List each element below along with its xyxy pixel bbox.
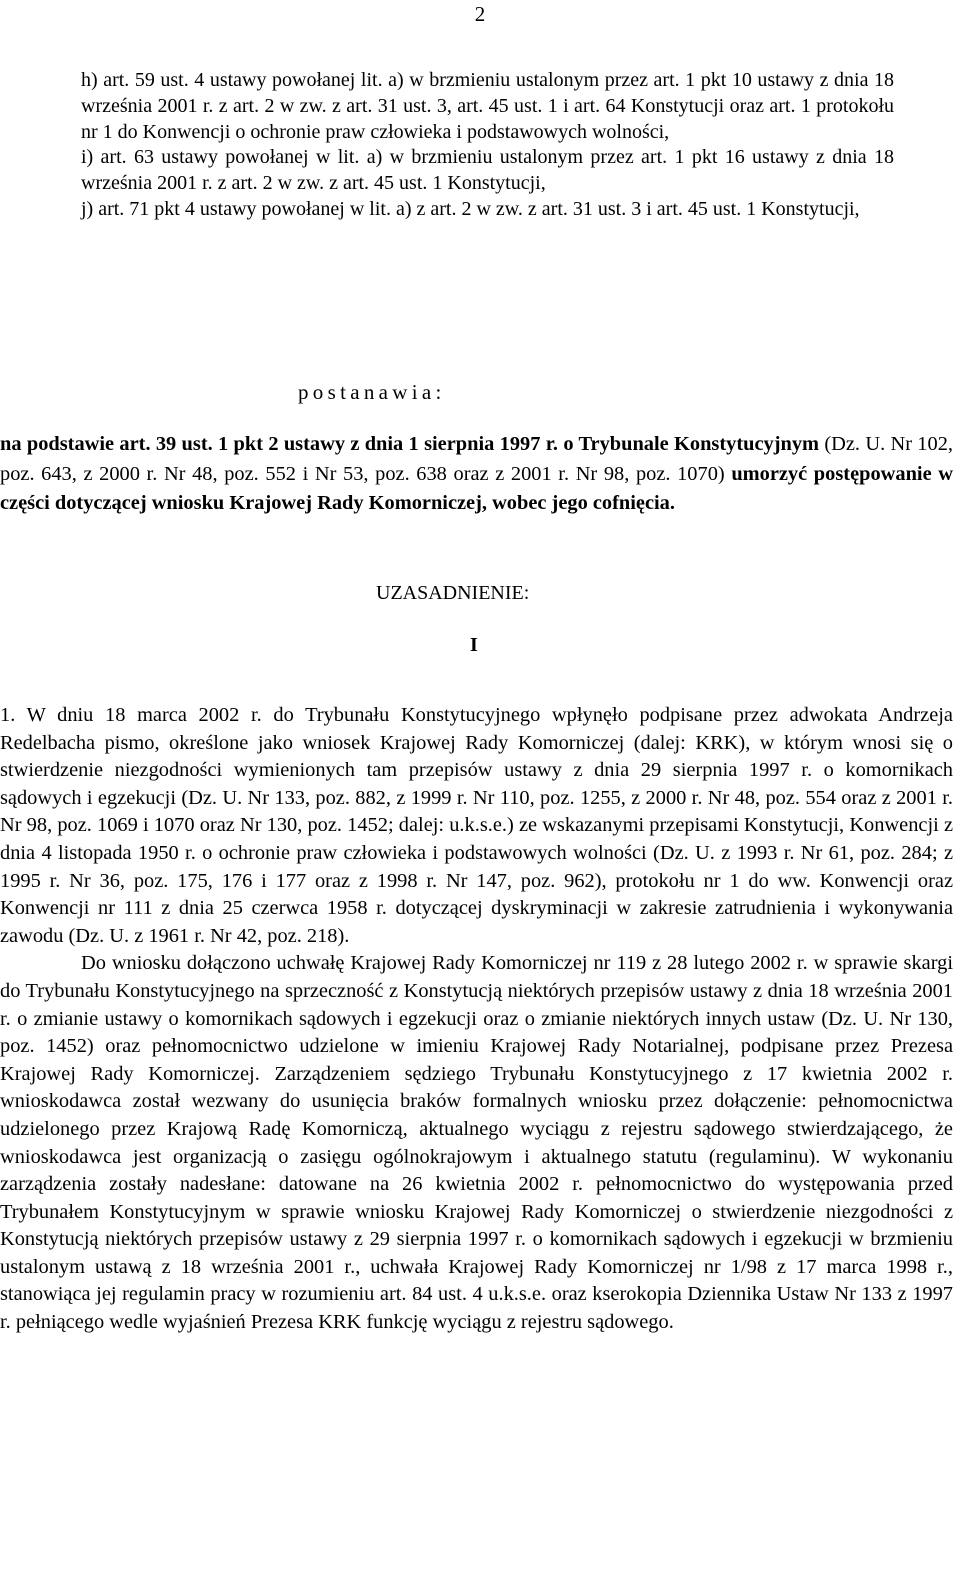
- list-item: i) art. 63 ustawy powołanej w lit. a) w brzmieniu ustalonym przez art. 1 pkt 16 ustawy z dnia 18 września 2001 r. z art. 2 w zw. z art. 45 ust. 1 Konstytucji,: [81, 146, 894, 195]
- list-item: j) art. 71 pkt 4 ustawy powołanej w lit. a) z art. 2 w zw. z art. 31 ust. 3 i art. 45 ust. 1 Konstytucji,: [81, 197, 860, 220]
- decision-paragraph: [0, 430, 953, 519]
- decision-bold-end: umorzyć postępowanie w części dotyczącej wniosku Krajowej Rady Komorniczej, wobec jego cofnięcia.: [0, 462, 953, 515]
- section-heading: UZASADNIENIE:: [376, 582, 530, 604]
- decision-text: [0, 430, 953, 519]
- decision-label: postanawia:: [298, 380, 446, 404]
- list-item: h) art. 59 ust. 4 ustawy powołanej lit. a) w brzmieniu ustalonym przez art. 1 pkt 10 ustawy z dnia 18 września 2001 r. z art. 2 w zw. z art. 31 ust. 3, art. 45 ust. 1 i art. 64 Konstytucji oraz art. 1 protokołu nr 1 do Konwencji o ochronie praw człowieka i podstawowych wolności,: [81, 69, 894, 143]
- justification-body: [0, 702, 953, 1337]
- points-list: [81, 68, 894, 223]
- section-number: I: [470, 634, 478, 656]
- page-number: 2: [474, 2, 486, 26]
- decision-bold-start: na podstawie art. 39 ust. 1 pkt 2 ustawy z dnia 1 sierpnia 1997 r. o Trybunale Konstytucyjnym: [0, 433, 820, 455]
- decision-plain-middle: (Dz. U. Nr 102, poz. 643, z 2000 r. Nr 48, poz. 552 i Nr 53, poz. 638 oraz z 2001 r. Nr 98, poz. 1070): [0, 433, 953, 485]
- body-paragraph: 1. W dniu 18 marca 2002 r. do Trybunału Konstytucyjnego wpłynęło podpisane przez adwokata Andrzeja Redelbacha pismo, określone jako wniosek Krajowej Rady Komorniczej (dalej: KRK), w którym wnosi się o stwierdzenie niezgodności wymienionych tam przepisów ustawy z dnia 29 sierpnia 1997 r. o komornikach sądowych i egzekucji (Dz. U. Nr 133, poz. 882, z 1999 r. Nr 110, poz. 1255, z 2000 r. Nr 48, poz. 554 oraz z 2001 r. Nr 98, poz. 1069 i 1070 oraz Nr 130, poz. 1452; dalej: u.k.s.e.) ze wskazanymi przepisami Konstytucji, Konwencji z dnia 4 listopada 1950 r. o ochronie praw człowieka i podstawowych wolności (Dz. U. z 1993 r. Nr 61, poz. 284; z 1995 r. Nr 36, poz. 175, 176 i 177 oraz z 1998 r. Nr 147, poz. 962), protokołu nr 1 do ww. Konwencji oraz Konwencji nr 111 z dnia 25 czerwca 1958 r. dotyczącej dyskryminacji w zakresie zatrudnienia i wykonywania zawodu (Dz. U. z 1961 r. Nr 42, poz. 218).: [0, 704, 953, 947]
- body-paragraph: Do wniosku dołączono uchwałę Krajowej Rady Komorniczej nr 119 z 28 lutego 2002 r. w sprawie skargi do Trybunału Konstytucyjnego na sprzeczność z Konstytucją niektórych przepisów ustawy z dnia 18 września 2001 r. o zmianie ustawy o komornikach sądowych i egzekucji oraz o zmianie niektórych innych ustaw (Dz. U. Nr 130, poz. 1452) oraz pełnomocnictwo udzielone w imieniu Krajowej Rady Notarialnej, podpisane przez Prezesa Krajowej Rady Komorniczej. Zarządzeniem sędziego Trybunału Konstytucyjnego z 17 kwietnia 2002 r. wnioskodawca został wezwany do usunięcia braków formalnych wniosku przez dołączenie: pełnomocnictwa udzielonego przez Krajową Radę Komorniczą, aktualnego wyciągu z rejestru sądowego stwierdzającego, że wnioskodawca jest organizacją o zasięgu ogólnokrajowym i aktualnego statutu (regulaminu). W wykonaniu zarządzenia zostały nadesłane: datowane na 26 kwietnia 2002 r. pełnomocnictwo do występowania przed Trybunałem Konstytucyjnym w sprawie wniosku Krajowej Rady Komorniczej o stwierdzenie niezgodności z Konstytucją niektórych przepisów ustawy z 29 sierpnia 1997 r. o komornikach sądowych i egzekucji w brzmieniu ustalonym ustawą z 18 września 2001 r., uchwała Krajowej Rady Komorniczej nr 1/98 z 17 marca 1998 r., stanowiąca jej regulamin pracy w rozumieniu art. 84 ust. 4 u.k.s.e. oraz kserokopia Dziennika Ustaw Nr 133 z 1997 r. pełniącego wedle wyjaśnień Prezesa KRK funkcję wyciągu z rejestru sądowego.: [0, 952, 953, 1334]
